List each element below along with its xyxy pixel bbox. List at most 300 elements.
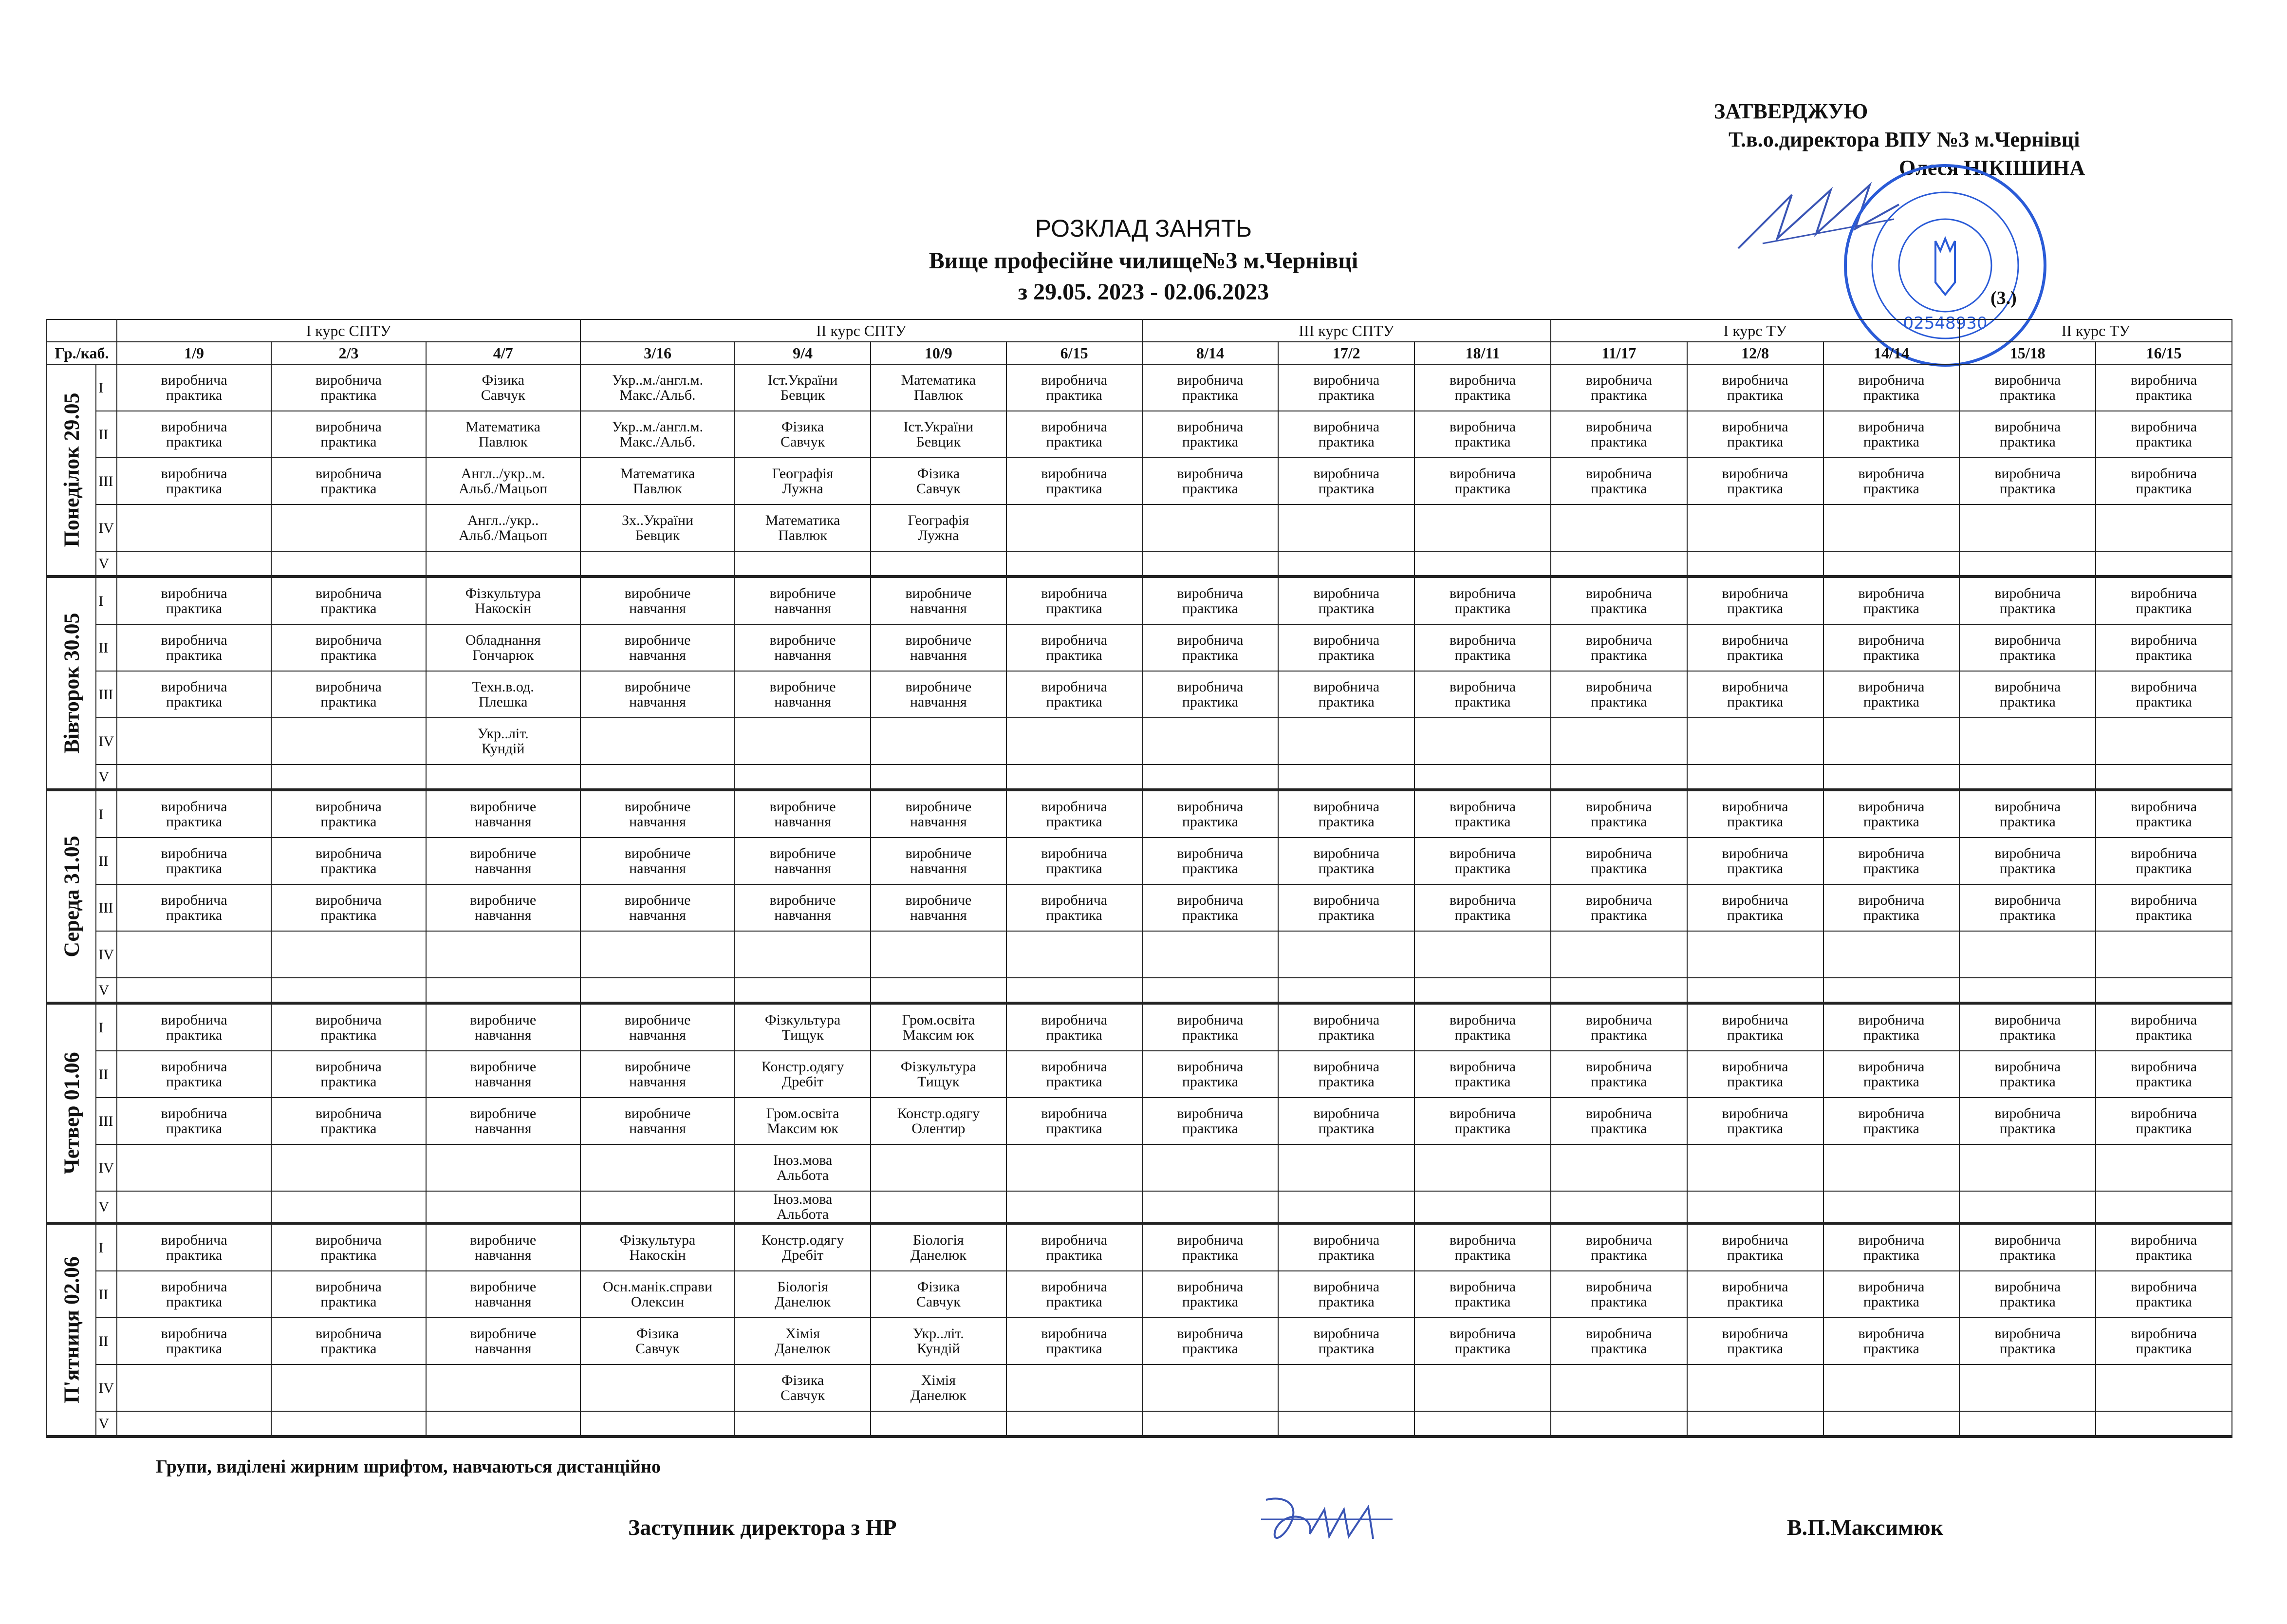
schedule-title: РОЗКЛАД ЗАНЯТЬ (1035, 215, 1252, 242)
corner-label: Гр./каб. (47, 342, 117, 364)
lesson-cell: виробнича практика (1278, 790, 1414, 838)
lesson-cell: виробнича практика (117, 1051, 271, 1098)
lesson-cell (271, 1191, 426, 1223)
lesson-number: І (96, 1003, 117, 1051)
lesson-cell (1142, 718, 1279, 765)
lesson-number: І (96, 364, 117, 411)
lesson-cell: Осн.манік.справи Олексин (580, 1271, 735, 1318)
lesson-cell (117, 978, 271, 1003)
lesson-cell: Біологія Данелюк (871, 1223, 1006, 1271)
lesson-row (47, 931, 2232, 978)
lesson-row (47, 624, 2232, 671)
group-header-row (47, 342, 2232, 364)
lesson-cell (1823, 718, 1960, 765)
lesson-cell: виробнича практика (1551, 1223, 1687, 1271)
lesson-cell: виробнича практика (271, 1223, 426, 1271)
lesson-cell (580, 1144, 735, 1191)
lesson-cell (1551, 1364, 1687, 1411)
lesson-cell: виробнича практика (271, 790, 426, 838)
lesson-cell: виробнича практика (117, 1003, 271, 1051)
lesson-cell: Англ../укр.. Альб./Мацьоп (426, 504, 580, 551)
lesson-cell (1823, 978, 1960, 1003)
lesson-cell: виробнича практика (1142, 1318, 1279, 1364)
lesson-number: ІІ (96, 411, 117, 458)
lesson-cell: виробнича практика (1823, 624, 1960, 671)
lesson-cell: виробнича практика (271, 1098, 426, 1144)
lesson-cell: виробнича практика (1278, 364, 1414, 411)
lesson-cell: Фізика Савчук (871, 1271, 1006, 1318)
lesson-cell: Фізика Савчук (580, 1318, 735, 1364)
lesson-cell: виробниче навчання (580, 671, 735, 718)
lesson-cell: виробнича практика (271, 1318, 426, 1364)
lesson-cell (426, 931, 580, 978)
lesson-cell: виробнича практика (271, 1003, 426, 1051)
lesson-cell (871, 931, 1006, 978)
lesson-cell (1959, 1191, 2096, 1223)
lesson-cell: виробниче навчання (735, 577, 871, 624)
lesson-cell (1278, 718, 1414, 765)
lesson-cell (2096, 1411, 2232, 1437)
lesson-cell: виробнича практика (1142, 790, 1279, 838)
lesson-cell: виробнича практика (1142, 1098, 1279, 1144)
lesson-cell: виробнича практика (1142, 364, 1279, 411)
lesson-cell: виробниче навчання (580, 624, 735, 671)
lesson-cell (1142, 551, 1279, 577)
course-header: ІІ курс СПТУ (580, 319, 1142, 342)
lesson-cell (1278, 1144, 1414, 1191)
lesson-cell (1414, 931, 1551, 978)
lesson-number: ІV (96, 718, 117, 765)
lesson-cell (271, 1364, 426, 1411)
lesson-cell: виробнича практика (1959, 671, 2096, 718)
lesson-cell: виробнича практика (1278, 884, 1414, 931)
lesson-cell: виробнича практика (2096, 1051, 2232, 1098)
lesson-cell: виробнича практика (1823, 1223, 1960, 1271)
lesson-cell: Англ../укр..м. Альб./Мацьоп (426, 458, 580, 504)
lesson-cell: виробнича практика (1551, 671, 1687, 718)
day-name: Вівторок 30.05 (59, 613, 84, 754)
lesson-cell: виробнича практика (1687, 624, 1823, 671)
lesson-cell (1823, 1364, 1960, 1411)
lesson-cell: виробнича практика (1687, 1223, 1823, 1271)
lesson-cell: виробнича практика (1551, 624, 1687, 671)
lesson-cell: виробнича практика (1823, 838, 1960, 884)
lesson-cell: виробнича практика (1414, 790, 1551, 838)
lesson-cell (1142, 931, 1279, 978)
lesson-cell: виробнича практика (1142, 1003, 1279, 1051)
group-header: 18/11 (1414, 342, 1551, 364)
lesson-cell: виробнича практика (1414, 838, 1551, 884)
lesson-number: ІV (96, 504, 117, 551)
lesson-cell: виробнича практика (1142, 1271, 1279, 1318)
lesson-cell (1551, 551, 1687, 577)
lesson-cell: виробнича практика (1278, 1271, 1414, 1318)
lesson-row (47, 1364, 2232, 1411)
deputy-signature (1256, 1490, 1402, 1553)
lesson-cell: Укр..м./англ.м. Макс./Альб. (580, 364, 735, 411)
lesson-cell (426, 1191, 580, 1223)
lesson-cell: виробнича практика (2096, 1003, 2232, 1051)
lesson-cell: виробнича практика (1414, 624, 1551, 671)
lesson-cell: виробнича практика (1687, 577, 1823, 624)
lesson-cell: виробнича практика (1278, 411, 1414, 458)
lesson-cell: виробнича практика (1959, 577, 2096, 624)
lesson-row (47, 1271, 2232, 1318)
lesson-cell (1959, 718, 2096, 765)
lesson-cell: виробнича практика (1414, 1318, 1551, 1364)
day-cell (47, 577, 96, 790)
lesson-cell (735, 718, 871, 765)
lesson-cell (1823, 765, 1960, 790)
lesson-row (47, 838, 2232, 884)
seal-number: (3.) (1990, 288, 2017, 308)
lesson-cell: виробнича практика (1823, 884, 1960, 931)
lesson-cell (1142, 1411, 1279, 1437)
lesson-cell (1006, 931, 1142, 978)
lesson-cell: виробнича практика (1414, 577, 1551, 624)
group-header: 14/14 (1823, 342, 1960, 364)
lesson-cell (1142, 1191, 1279, 1223)
lesson-cell: виробнича практика (1006, 1223, 1142, 1271)
lesson-cell (1823, 1144, 1960, 1191)
lesson-cell: виробниче навчання (426, 1271, 580, 1318)
lesson-cell: виробниче навчання (580, 1003, 735, 1051)
lesson-cell: виробнича практика (1006, 1271, 1142, 1318)
lesson-cell (580, 1364, 735, 1411)
lesson-cell: Техн.в.од. Плешка (426, 671, 580, 718)
course-header-blank (47, 319, 117, 342)
lesson-cell: виробнича практика (1687, 411, 1823, 458)
lesson-cell: виробнича практика (1414, 411, 1551, 458)
lesson-cell (1006, 978, 1142, 1003)
lesson-cell: виробнича практика (1278, 671, 1414, 718)
lesson-cell: виробниче навчання (580, 790, 735, 838)
lesson-cell: Фізкультура Накоскін (580, 1223, 735, 1271)
lesson-cell: виробнича практика (1006, 884, 1142, 931)
lesson-cell (426, 1144, 580, 1191)
lesson-cell: виробнича практика (1959, 1003, 2096, 1051)
lesson-cell: виробнича практика (1959, 458, 2096, 504)
lesson-cell: виробнича практика (1823, 671, 1960, 718)
lesson-cell (426, 765, 580, 790)
lesson-cell: виробнича практика (117, 1223, 271, 1271)
lesson-cell: виробнича практика (1006, 838, 1142, 884)
lesson-cell: виробнича практика (117, 577, 271, 624)
lesson-cell: виробнича практика (1551, 1318, 1687, 1364)
lesson-cell (1006, 1191, 1142, 1223)
lesson-cell: виробнича практика (1959, 790, 2096, 838)
lesson-number: V (96, 978, 117, 1003)
lesson-cell (2096, 978, 2232, 1003)
lesson-cell (1414, 1191, 1551, 1223)
lesson-cell: виробниче навчання (426, 1051, 580, 1098)
lesson-cell (1551, 765, 1687, 790)
lesson-cell: виробнича практика (1142, 1051, 1279, 1098)
course-header: І курс СПТУ (117, 319, 580, 342)
lesson-cell (1006, 1144, 1142, 1191)
lesson-cell (1414, 718, 1551, 765)
lesson-cell (580, 1191, 735, 1223)
lesson-number: ІV (96, 931, 117, 978)
lesson-cell: виробнича практика (2096, 1271, 2232, 1318)
lesson-cell: виробнича практика (2096, 1098, 2232, 1144)
lesson-cell: виробнича практика (1551, 364, 1687, 411)
lesson-cell: виробнича практика (1959, 1098, 2096, 1144)
lesson-number: V (96, 1191, 117, 1223)
lesson-cell (580, 718, 735, 765)
distance-note: Групи, виділені жирним шрифтом, навчаються дистанційно (156, 1456, 661, 1477)
lesson-row (47, 718, 2232, 765)
lesson-cell: Укр..літ. Кундій (426, 718, 580, 765)
lesson-number: ІV (96, 1144, 117, 1191)
lesson-row (47, 671, 2232, 718)
group-header: 1/9 (117, 342, 271, 364)
lesson-cell: виробнича практика (271, 411, 426, 458)
lesson-cell: Хімія Данелюк (871, 1364, 1006, 1411)
lesson-cell: виробнича практика (1006, 458, 1142, 504)
lesson-cell: виробнича практика (1687, 364, 1823, 411)
lesson-cell: виробниче навчання (735, 790, 871, 838)
group-header: 12/8 (1687, 342, 1823, 364)
lesson-row (47, 1098, 2232, 1144)
lesson-cell: виробнича практика (1006, 624, 1142, 671)
lesson-cell (1278, 504, 1414, 551)
lesson-cell: виробнича практика (1823, 577, 1960, 624)
group-header: 9/4 (735, 342, 871, 364)
lesson-cell: виробниче навчання (426, 790, 580, 838)
lesson-row (47, 978, 2232, 1003)
lesson-cell: виробнича практика (2096, 458, 2232, 504)
lesson-cell (1959, 931, 2096, 978)
lesson-cell (2096, 1364, 2232, 1411)
lesson-cell (1551, 978, 1687, 1003)
lesson-cell: виробнича практика (1414, 1051, 1551, 1098)
lesson-cell: виробнича практика (117, 1318, 271, 1364)
lesson-row (47, 364, 2232, 411)
lesson-cell: Констр.одягу Дребіт (735, 1223, 871, 1271)
lesson-cell (580, 765, 735, 790)
lesson-cell: виробнича практика (1142, 624, 1279, 671)
lesson-cell: Фізика Савчук (735, 411, 871, 458)
lesson-cell (2096, 504, 2232, 551)
lesson-cell (1142, 765, 1279, 790)
lesson-cell: виробнича практика (117, 624, 271, 671)
lesson-cell: виробниче навчання (426, 1318, 580, 1364)
lesson-cell: виробнича практика (1006, 1098, 1142, 1144)
group-header: 10/9 (871, 342, 1006, 364)
lesson-cell (2096, 551, 2232, 577)
lesson-cell: виробниче навчання (871, 671, 1006, 718)
lesson-cell (871, 718, 1006, 765)
lesson-cell: Математика Павлюк (580, 458, 735, 504)
lesson-cell: Іноз.мова Альбота (735, 1191, 871, 1223)
lesson-cell: Фізика Савчук (735, 1364, 871, 1411)
lesson-cell: виробнича практика (1006, 671, 1142, 718)
institution-name: Вище професійне чилище№3 м.Чернівці (929, 248, 1358, 274)
lesson-cell (1959, 1411, 2096, 1437)
lesson-cell: виробнича практика (1142, 458, 1279, 504)
lesson-cell: виробнича практика (1687, 1271, 1823, 1318)
lesson-cell: виробнича практика (117, 1271, 271, 1318)
lesson-cell (1142, 978, 1279, 1003)
lesson-cell (117, 1364, 271, 1411)
approval-title: ЗАТВЕРДЖУЮ (1714, 99, 1868, 123)
lesson-cell: виробнича практика (1006, 364, 1142, 411)
lesson-cell (1142, 1144, 1279, 1191)
lesson-cell (1278, 1411, 1414, 1437)
lesson-cell: виробниче навчання (580, 1098, 735, 1144)
group-header: 15/18 (1959, 342, 2096, 364)
lesson-cell (580, 1411, 735, 1437)
lesson-cell (1959, 504, 2096, 551)
lesson-cell: виробнича практика (1823, 1318, 1960, 1364)
lesson-cell: виробнича практика (1687, 1051, 1823, 1098)
lesson-row (47, 411, 2232, 458)
lesson-cell: виробнича практика (1551, 1098, 1687, 1144)
lesson-cell (1006, 551, 1142, 577)
lesson-cell (1823, 551, 1960, 577)
lesson-cell: виробниче навчання (426, 1223, 580, 1271)
lesson-cell: виробнича практика (1006, 1051, 1142, 1098)
lesson-cell (1006, 718, 1142, 765)
lesson-cell: виробнича практика (1959, 1318, 2096, 1364)
lesson-number: ІІ (96, 1318, 117, 1364)
lesson-cell: виробнича практика (1959, 1051, 2096, 1098)
lesson-cell: виробнича практика (2096, 1318, 2232, 1364)
lesson-cell (271, 1411, 426, 1437)
lesson-cell: виробнича практика (1959, 624, 2096, 671)
lesson-cell (735, 551, 871, 577)
lesson-cell: Обладнання Гончарюк (426, 624, 580, 671)
lesson-cell: Географія Лужна (735, 458, 871, 504)
lesson-cell (1006, 1364, 1142, 1411)
lesson-cell: виробнича практика (1687, 1318, 1823, 1364)
day-cell (47, 364, 96, 577)
lesson-number: ІІІ (96, 671, 117, 718)
group-header: 6/15 (1006, 342, 1142, 364)
lesson-number: ІІ (96, 1271, 117, 1318)
lesson-cell: виробнича практика (1823, 458, 1960, 504)
lesson-cell: Фізика Савчук (426, 364, 580, 411)
lesson-cell: Укр..м./англ.м. Макс./Альб. (580, 411, 735, 458)
lesson-cell (1551, 1411, 1687, 1437)
lesson-cell: виробнича практика (1006, 1318, 1142, 1364)
deputy-name: В.П.Максимюк (1787, 1515, 1944, 1540)
schedule-period: з 29.05. 2023 - 02.06.2023 (1018, 279, 1269, 305)
lesson-cell (1687, 765, 1823, 790)
lesson-cell: виробнича практика (1006, 411, 1142, 458)
lesson-cell (1414, 1144, 1551, 1191)
group-header: 3/16 (580, 342, 735, 364)
lesson-cell: Математика Павлюк (871, 364, 1006, 411)
lesson-cell (271, 504, 426, 551)
lesson-cell: виробнича практика (2096, 364, 2232, 411)
lesson-cell (2096, 765, 2232, 790)
lesson-cell (1142, 504, 1279, 551)
lesson-cell: виробнича практика (1414, 884, 1551, 931)
lesson-cell (271, 718, 426, 765)
day-name: Четвер 01.06 (59, 1052, 84, 1175)
lesson-cell: виробнича практика (1278, 1051, 1414, 1098)
lesson-cell (1278, 1364, 1414, 1411)
lesson-cell: Укр..літ. Кундій (871, 1318, 1006, 1364)
lesson-cell (580, 978, 735, 1003)
lesson-cell: виробнича практика (271, 884, 426, 931)
lesson-cell (1959, 765, 2096, 790)
lesson-cell: виробнича практика (1278, 624, 1414, 671)
lesson-cell: виробнича практика (1142, 1223, 1279, 1271)
lesson-cell (1551, 1191, 1687, 1223)
lesson-cell: виробнича практика (1551, 411, 1687, 458)
lesson-cell (1278, 551, 1414, 577)
lesson-cell (117, 551, 271, 577)
lesson-cell: виробнича практика (1551, 884, 1687, 931)
lesson-cell: виробнича практика (271, 577, 426, 624)
lesson-cell (580, 551, 735, 577)
day-cell (47, 1223, 96, 1437)
lesson-cell: виробнича практика (117, 364, 271, 411)
lesson-cell (1414, 551, 1551, 577)
lesson-cell (1278, 765, 1414, 790)
lesson-cell: виробниче навчання (580, 838, 735, 884)
lesson-cell (871, 765, 1006, 790)
day-name: Понеділок 29.05 (59, 392, 84, 547)
lesson-cell (871, 978, 1006, 1003)
lesson-cell (1823, 504, 1960, 551)
lesson-cell: виробнича практика (117, 790, 271, 838)
course-header: ІІІ курс СПТУ (1142, 319, 1551, 342)
lesson-cell: виробнича практика (1006, 1003, 1142, 1051)
lesson-cell: Фізкультура Накоскін (426, 577, 580, 624)
lesson-cell: виробниче навчання (580, 1051, 735, 1098)
lesson-cell: виробнича практика (117, 458, 271, 504)
lesson-cell: Математика Павлюк (426, 411, 580, 458)
lesson-cell (735, 765, 871, 790)
lesson-number: V (96, 551, 117, 577)
day-name: Середа 31.05 (59, 836, 84, 957)
lesson-cell (1278, 1191, 1414, 1223)
lesson-row (47, 1144, 2232, 1191)
lesson-cell: Географія Лужна (871, 504, 1006, 551)
lesson-cell: виробниче навчання (871, 884, 1006, 931)
lesson-cell (271, 551, 426, 577)
group-header: 8/14 (1142, 342, 1279, 364)
group-header: 4/7 (426, 342, 580, 364)
day-cell (47, 790, 96, 1003)
lesson-cell: виробнича практика (1551, 458, 1687, 504)
lesson-cell (735, 931, 871, 978)
deputy-position: Заступник директора з НР (628, 1515, 897, 1540)
lesson-cell: виробнича практика (2096, 577, 2232, 624)
lesson-cell: виробнича практика (1959, 838, 2096, 884)
day-name: П'ятниця 02.06 (59, 1256, 84, 1403)
lesson-cell: виробнича практика (1414, 671, 1551, 718)
lesson-cell (117, 765, 271, 790)
lesson-cell (1551, 718, 1687, 765)
lesson-cell (1278, 978, 1414, 1003)
lesson-cell: виробнича практика (1959, 1223, 2096, 1271)
lesson-cell: виробнича практика (1551, 577, 1687, 624)
lesson-cell: виробнича практика (1278, 577, 1414, 624)
lesson-cell: виробнича практика (1959, 884, 2096, 931)
lesson-cell (1823, 931, 1960, 978)
lesson-cell: Іноз.мова Альбота (735, 1144, 871, 1191)
lesson-number: ІІ (96, 624, 117, 671)
lesson-cell: виробнича практика (1823, 1051, 1960, 1098)
lesson-cell: виробнича практика (1278, 1098, 1414, 1144)
lesson-cell (1959, 978, 2096, 1003)
lesson-cell: виробниче навчання (735, 884, 871, 931)
